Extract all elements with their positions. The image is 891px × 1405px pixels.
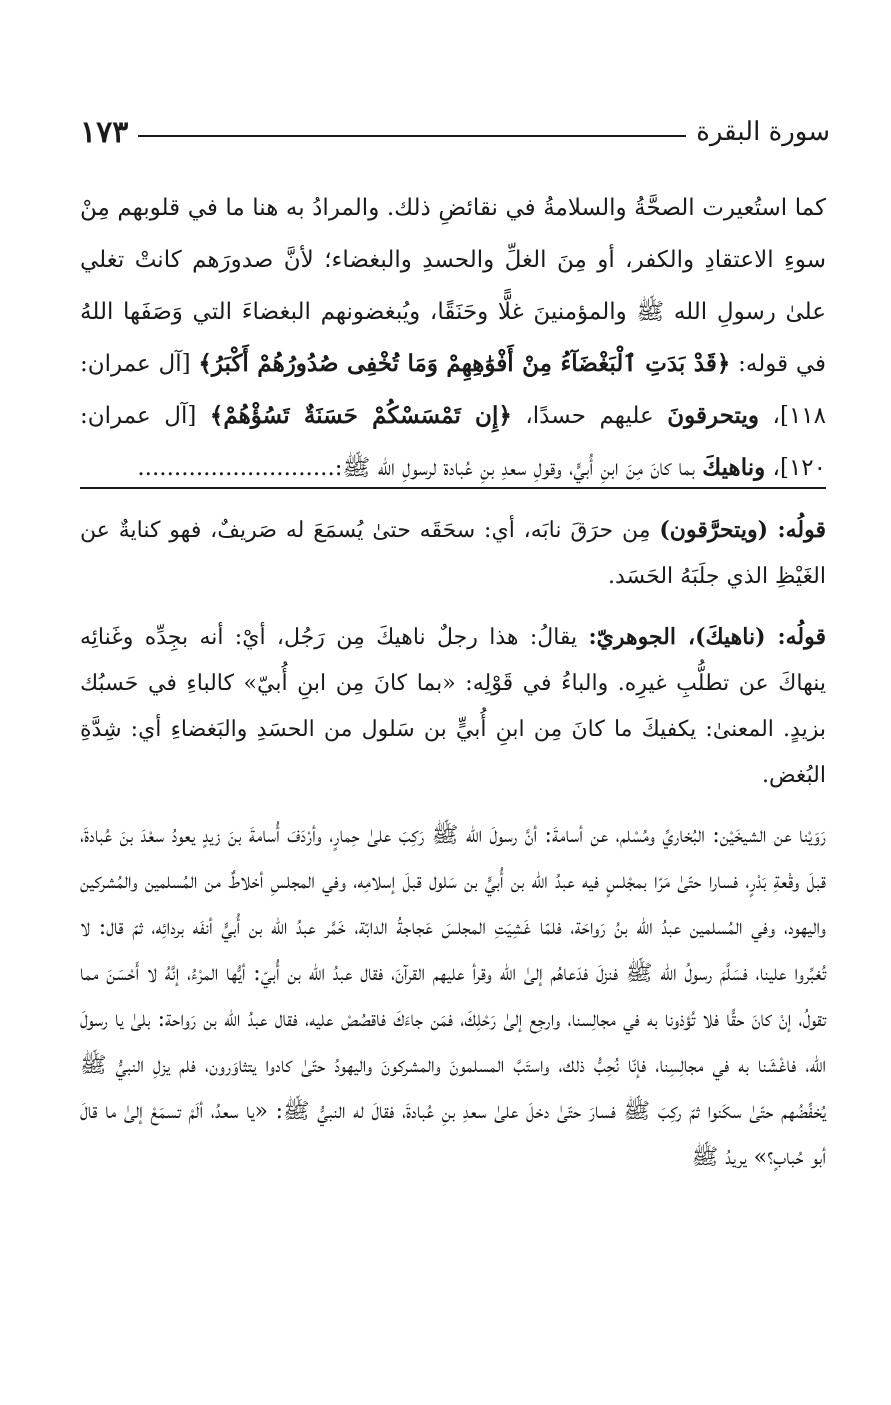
main-text-run: كما استُعيرت الصحَّةُ والسلامةُ في نقائضِ ذلك. والمرادُ به هنا ما في قلوبهم مِنْ سوءِ الاعتقادِ والكفر، أو مِنَ الغلِّ والحسدِ والبغضاء؛ لأنَّ صدورَهم كانتْ تغلي علىٰ رسولِ الله ﷺ والمؤمنينَ غلًّا وحَنَقًا، ويُبغضونهم البغضاءَ التي وَصَفَها اللهُ في قوله: [80, 195, 827, 377]
main-text-run: بما كانَ مِنَ ابنِ أُبيٍّ، وقولِ سعدِ بنِ عُبادة لرسولِ الله ﷺ:........................... [137, 455, 703, 481]
surah-title: سورة البقرة [696, 117, 830, 147]
keyword-nahika: وناهيكَ [702, 454, 766, 481]
commentary-paragraph [80, 614, 826, 799]
quran-verse-1: ﴿قَدْ بَدَتِ ٱلْبَغْضَآءُ مِنْ أَفْوَٰهِهِمْ وَمَا تُخْفِى صُدُورُهُمْ أَكْبَرُ﴾ [198, 350, 731, 377]
commentary-separator [80, 487, 826, 489]
keyword-yatahharraqun: ويتحرقونَ [667, 402, 759, 429]
main-paragraph [80, 182, 826, 494]
commentary-paragraph [80, 507, 826, 600]
page-number: ١٧٣ [80, 114, 129, 150]
main-text [80, 182, 826, 494]
header-rule [138, 135, 686, 137]
commentary-paragraph [80, 813, 826, 1181]
commentary-text: يقالُ: هذا رجلٌ ناهيكَ مِن رَجُل، أيْ: أنه بجِدِّه وغَنائِه ينهاكَ عن تطلُّبِ غيرِه. والباءُ في قَوْلِه: «بما كانَ مِن ابنِ أُبيّ» كالباءِ في حَسبُك بزيدٍ. المعنىٰ: يكفيكَ ما كانَ مِن ابنِ أُبيٍّ بن سَلول من الحسَدِ والبَغضاءِ أي: شِدَّةِ البُغض. [80, 625, 826, 788]
commentary-text: مِن حرَقَ نابَه، أي: سحَقَه حتىٰ يُسمَعَ له صَريفٌ، فهو كنايةٌ عن الغَيْظِ الذي جلَبَهُ الحَسَد. [80, 518, 826, 589]
verse-reference-2: [آل عمران: ١٢٠]، [80, 403, 826, 481]
commentary-lemma: قولُه: (ويتحرَّقون) [659, 517, 826, 543]
commentary [80, 507, 826, 1181]
commentary-lemma: قولُه: (ناهيكَ)، الجوهريّ: [588, 624, 827, 650]
main-text-run: عليهم حسدًا، [511, 403, 668, 429]
running-header [80, 112, 830, 152]
quran-verse-2: ﴿إِن تَمْسَسْكُمْ حَسَنَةٌ تَسُؤْهُمْ﴾ [209, 402, 512, 429]
commentary-text: رَوَيْنا عن الشيخَيْن: البُخاريِّ ومُسْلم، عن أسامةَ: أنَّ رسولَ الله ﷺ رَكِبَ علىٰ حِمارٍ، وأرْدَفَ أُسامةَ بنَ زيدٍ يعودُ سعْدَ بنَ عُبادةَ، قبلَ وقْعةِ بَدْرٍ، فسارا حتّىٰ مَرّا بمجْلسٍ فيه عبدُ الله بن أُبيٍّ بن سَلول قبلَ إسلامِه، وفي المجلسِ أخلاطٌ من المُسلمين والمُشركين واليهود، وفي المُسلمين عبدُ الله بنُ رَواحَة، فلمّا غَشِيَتِ المجلسَ عَجاجةُ الدابّة، خَمَّر عبدُ الله بن أُبيٍّ أنفَه بردائِه، ثمّ قال: لا تُغبِّروا علينا، فسَلَّمَ رسولُ الله ﷺ فنزلَ فدَعاهُم إلىٰ الله وقرأ عليهم القرآنَ، فقال عبدُ الله بن أُبيّ: أيُّها المرْءُ، إنَّهُ لا أَحْسَنَ مما تقولُ، إنْ كانَ حقًّا فلا تُؤذونا به في مجالِسنا، وارجِع إلىٰ رَحْلِكَ، فمَن جاءَكَ فاقصُصْ عليه، فقال عبدُ الله بن رَواحة: بلىٰ يا رسولَ الله، فاغْشَنا به في مجالِسِنا، فإنّا نُحِبُّ ذلك، واستَبَّ المسلمونَ والمشركونَ واليهودُ حتّىٰ كادوا يتثاوَرون، فلم يزلِ النبيُّ ﷺ يُخفِّضُهم حتّىٰ سكَنوا ثمّ ركِبَ ﷺ فسارَ حتّىٰ دخلَ علىٰ سعدِ بنِ عُبادةَ، فقالَ له النبيُّ ﷺ: «يا سعدُ، ألَمْ تسمَعْ إلىٰ ما قالَ أبو حُبابٍ؟» يريدُ ﷺ [80, 823, 827, 1170]
verse-reference-1: [آل عمران: ١١٨]، [80, 351, 826, 429]
